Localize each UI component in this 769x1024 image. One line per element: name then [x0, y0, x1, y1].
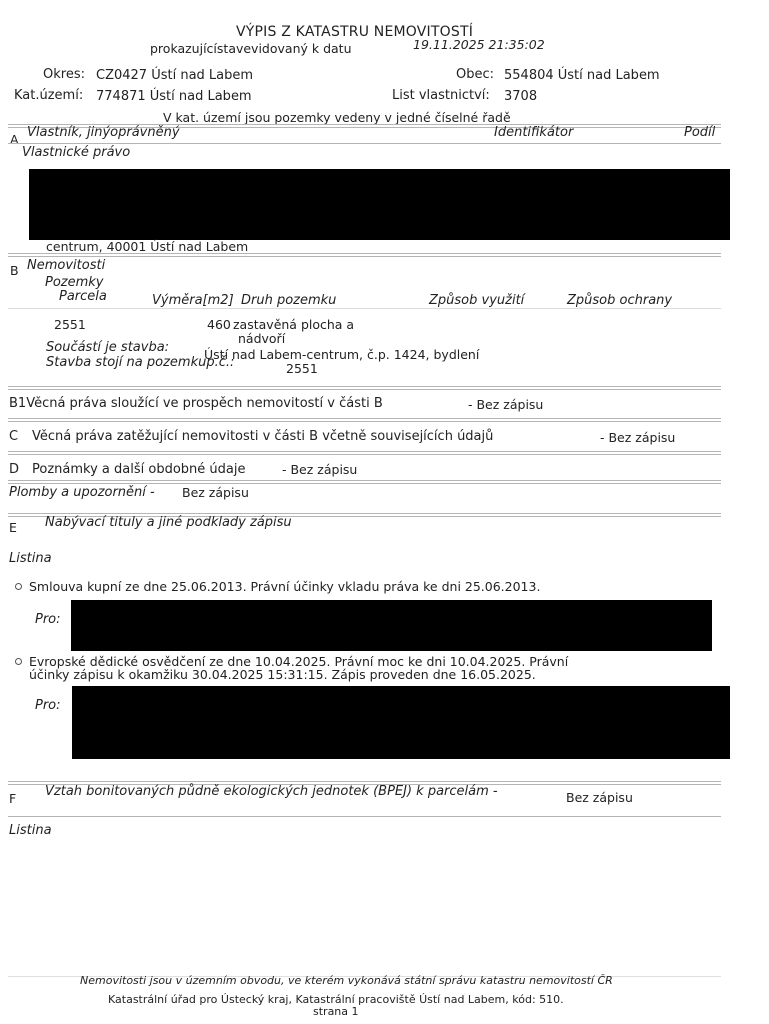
section-a-heading: Vlastník, jinýoprávněný: [27, 125, 180, 140]
page-number: strana 1: [313, 1005, 359, 1018]
section-c-letter: C: [9, 429, 19, 444]
section-divider: [8, 143, 721, 144]
soucasti-value: Ústí nad Labem-centrum, č.p. 1424, bydlení: [204, 347, 480, 362]
col-podil: Podíl: [684, 125, 716, 140]
col-parcela: Parcela: [59, 289, 107, 304]
col-identifikator: Identifikátor: [494, 125, 574, 140]
soucasti-label: Součástí je stavba:: [46, 340, 170, 355]
section-f-letter: F: [9, 791, 17, 806]
page-subtitle: prokazujícístavevidovaný k datu: [150, 41, 352, 56]
col-druh-pozemku: Druh pozemku: [241, 293, 337, 308]
section-d-value: - Bez zápisu: [282, 462, 358, 477]
section-f-value: Bez zápisu: [566, 790, 633, 805]
redaction-block: [71, 600, 712, 651]
section-divider: [8, 386, 721, 390]
section-b1-label: B1Věcná práva sloužící ve prospěch nemovitostí v části B: [9, 396, 383, 411]
parcel-type-line2: nádvoří: [238, 331, 286, 346]
section-d-label: Poznámky a další obdobné údaje: [32, 462, 246, 477]
section-divider: [8, 418, 721, 422]
page-title: VÝPIS Z KATASTRU NEMOVITOSTÍ: [236, 24, 474, 40]
lv-label: List vlastnictví:: [392, 88, 490, 103]
plomby-label: Plomby a upozornění -: [9, 485, 155, 500]
table-header-divider: [8, 308, 721, 309]
listina-label-f: Listina: [9, 823, 52, 838]
parcel-area: 460: [207, 317, 231, 332]
redaction-block: [72, 686, 730, 759]
obec-value: 554804 Ústí nad Labem: [504, 68, 660, 83]
section-divider: [8, 480, 721, 484]
listina-item-2-line1: Evropské dědické osvědčení ze dne 10.04.2025. Právní moc ke dni 10.04.2025. Právní: [29, 654, 569, 669]
section-c-label: Věcná práva zatěžující nemovitosti v části B včetně souvisejících údajů: [32, 429, 494, 444]
pro-label-1: Pro:: [35, 612, 61, 627]
section-e-heading: Nabývací tituly a jiné podklady zápisu: [45, 515, 292, 530]
parcel-number: 2551: [54, 317, 86, 332]
extract-datetime: 19.11.2025 21:35:02: [413, 37, 545, 52]
parcel-type-line1: zastavěná plocha a: [233, 317, 355, 332]
col-zpusob-vyuziti: Způsob využití: [429, 293, 525, 308]
section-divider: [8, 816, 721, 817]
section-divider: [8, 451, 721, 455]
footer-office: Katastrální úřad pro Ústecký kraj, Katastrální pracoviště Ústí nad Labem, kód: 510.: [108, 993, 564, 1006]
katuzemi-label: Kat.území:: [14, 88, 84, 103]
obec-label: Obec:: [456, 67, 495, 82]
owner-address-tail: centrum, 40001 Ústí nad Labem: [46, 239, 249, 254]
section-d-letter: D: [9, 462, 20, 477]
stavba-value: 2551: [286, 361, 318, 376]
katuzemi-value: 774871 Ústí nad Labem: [96, 89, 252, 104]
cadastral-note: V kat. území jsou pozemky vedeny v jedné číselné řadě: [163, 110, 511, 125]
col-zpusob-ochrany: Způsob ochrany: [567, 293, 673, 308]
section-divider: [8, 253, 721, 257]
section-a-letter: A: [10, 132, 19, 147]
section-b-letter: B: [10, 263, 19, 278]
section-e-letter: E: [9, 520, 17, 535]
plomby-value: Bez zápisu: [182, 485, 249, 500]
listina-item-2-line2: účinky zápisu k okamžiku 30.04.2025 15:31:15. Zápis proveden dne 16.05.2025.: [29, 667, 536, 682]
section-c-value: - Bez zápisu: [600, 430, 676, 445]
okres-label: Okres:: [43, 67, 85, 82]
listina-item-1: Smlouva kupní ze dne 25.06.2013. Právní účinky vkladu práva ke dni 25.06.2013.: [29, 579, 541, 594]
list-bullet-icon: [15, 583, 22, 590]
section-b1-value: - Bez zápisu: [468, 397, 544, 412]
section-b-heading: Nemovitosti: [27, 258, 106, 273]
okres-value: CZ0427 Ústí nad Labem: [96, 68, 254, 83]
footer-note: Nemovitosti jsou v územním obvodu, ve kterém vykonává státní správu katastru nemovitostí ČR: [80, 974, 613, 987]
redaction-block: [29, 169, 730, 240]
stavba-label: Stavba stojí na pozemkup.č.:: [46, 355, 235, 370]
listina-label: Listina: [9, 551, 52, 566]
pozemky-heading: Pozemky: [45, 275, 104, 290]
list-bullet-icon: [15, 658, 22, 665]
lv-value: 3708: [504, 89, 538, 104]
col-vymera: Výměra[m2]: [152, 293, 234, 308]
section-f-heading: Vztah bonitovaných půdně ekologických jednotek (BPEJ) k parcelám -: [45, 784, 498, 799]
vlastnicke-pravo-heading: Vlastnické právo: [22, 145, 131, 160]
pro-label-2: Pro:: [35, 698, 61, 713]
